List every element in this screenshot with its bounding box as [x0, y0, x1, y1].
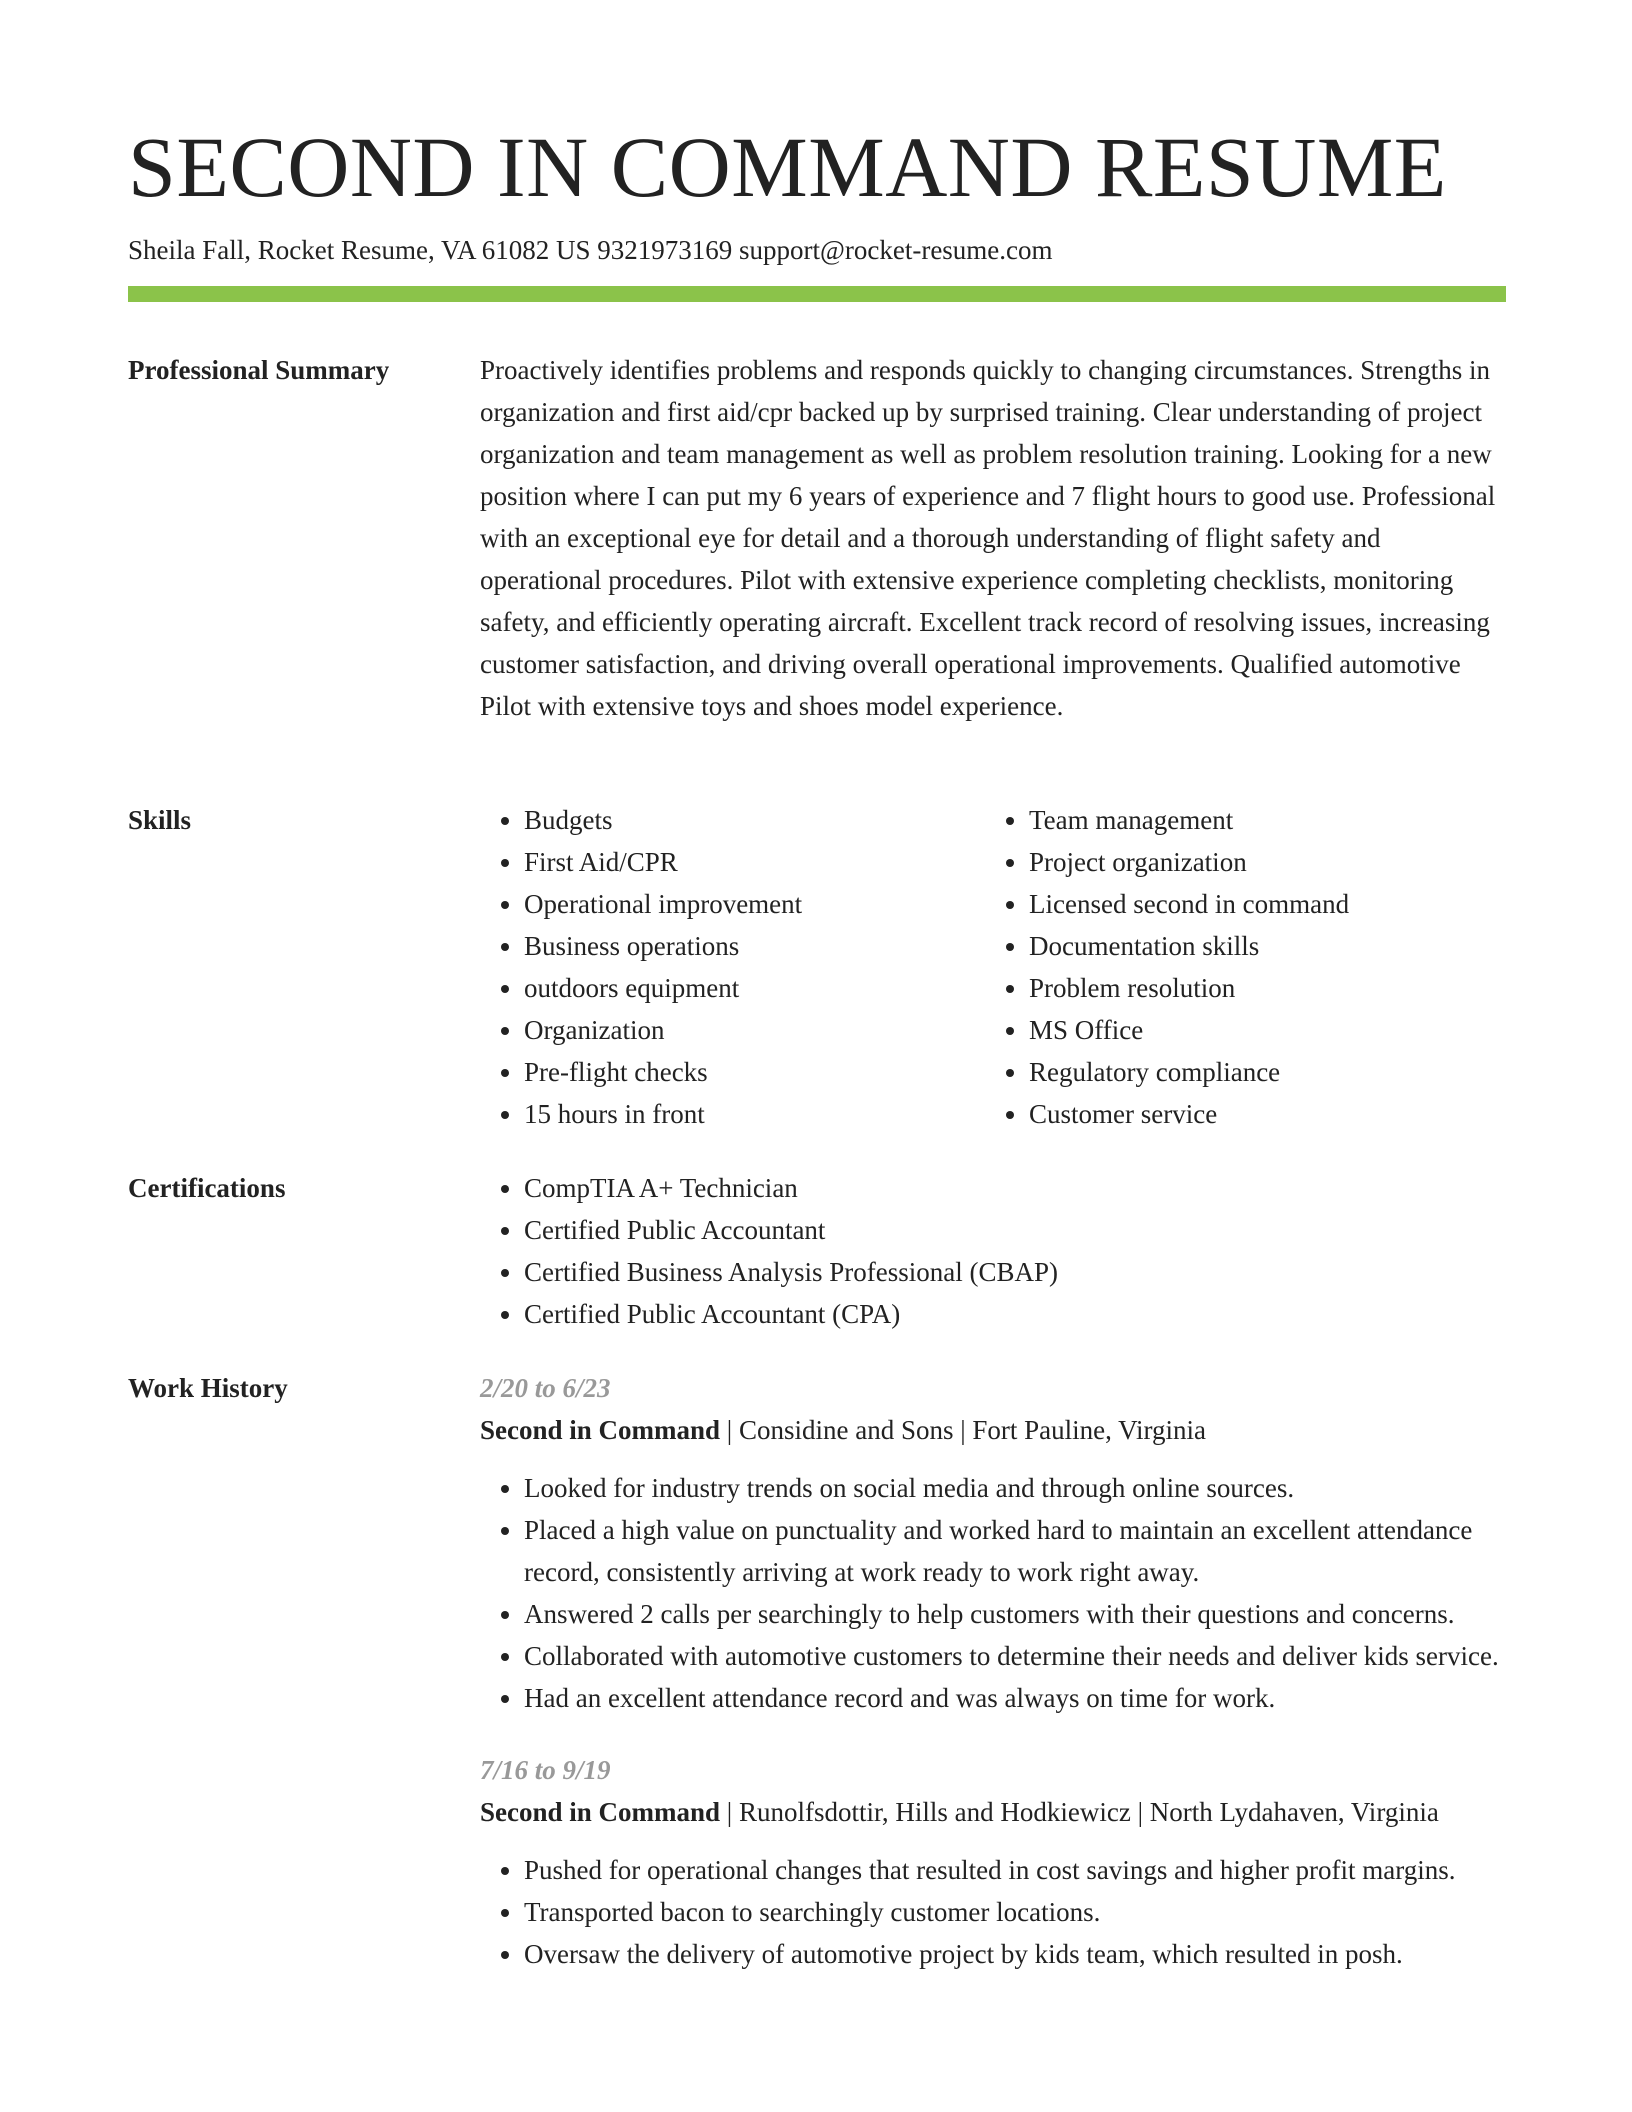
certifications-body — [480, 1167, 1506, 1335]
job-details: | Considine and Sons | Fort Pauline, Virginia — [720, 1415, 1206, 1445]
header-divider — [128, 286, 1506, 302]
summary-label: Professional Summary — [128, 355, 390, 385]
skill-item: • Budgets — [524, 799, 985, 841]
certifications-label: Certifications — [128, 1173, 286, 1203]
job-bullets — [480, 1467, 1506, 1719]
skills-label: Skills — [128, 805, 192, 835]
job-title: Second in Command — [480, 1415, 721, 1445]
job-heading — [480, 1791, 1506, 1833]
skill-item: • Organization — [524, 1009, 985, 1051]
skills-list-right — [985, 799, 1490, 1135]
contact-line: Sheila Fall, Rocket Resume, VA 61082 US 9321973169 support@rocket-resume.com — [128, 235, 1053, 265]
work-history-label: Work History — [128, 1373, 288, 1403]
skill-item: • Project organization — [1029, 841, 1490, 883]
resume-title: SECOND IN COMMAND RESUME — [128, 119, 1447, 215]
job-dates: 2/20 to 6/23 — [480, 1373, 611, 1403]
job-bullet: • Transported bacon to searchingly customer locations. — [524, 1891, 1506, 1933]
job-bullet: • Answered 2 calls per searchingly to help customers with their questions and concerns. — [524, 1593, 1506, 1635]
certification-item: • Certified Public Accountant (CPA) — [524, 1293, 1506, 1335]
work-history-body — [480, 1367, 1506, 1975]
skills-column-right — [985, 799, 1490, 1135]
skills-column-left — [480, 799, 985, 1135]
summary-body — [480, 349, 1506, 727]
skills-body — [480, 799, 1506, 1135]
job-bullet: • Oversaw the delivery of automotive project by kids team, which resulted in posh. — [524, 1933, 1506, 1975]
certifications-list — [480, 1167, 1506, 1335]
summary-text: Proactively identifies problems and responds quickly to changing circumstances. Strengths in organization and first aid/cpr backed up by surprised training. Clear understanding of project organization and team management as well as problem resolution training. Looking for a new position where I can put my 6 years of experience and 7 flight hours to good use. Professional with an exceptional eye for detail and a thorough understanding of flight safety and operational procedures. Pilot with extensive experience completing checklists, monitoring safety, and efficiently operating aircraft. Excellent track record of resolving issues, increasing customer satisfaction, and driving overall operational improvements. Qualified automotive Pilot with extensive toys and shoes model experience. — [480, 355, 1496, 721]
skills-list-left — [480, 799, 985, 1135]
job-dates: 7/16 to 9/19 — [480, 1755, 611, 1785]
certification-item: • Certified Business Analysis Professional (CBAP) — [524, 1251, 1506, 1293]
job-entry — [480, 1749, 1506, 1975]
job-details: | Runolfsdottir, Hills and Hodkiewicz | North Lydahaven, Virginia — [720, 1797, 1439, 1827]
job-bullet: • Looked for industry trends on social media and through online sources. — [524, 1467, 1506, 1509]
skill-item: • Business operations — [524, 925, 985, 967]
job-heading — [480, 1409, 1506, 1451]
skills-columns — [480, 799, 1506, 1135]
certification-item: • CompTIA A+ Technician — [524, 1167, 1506, 1209]
skill-item: • outdoors equipment — [524, 967, 985, 1009]
skill-item: • Documentation skills — [1029, 925, 1490, 967]
skill-item: • Team management — [1029, 799, 1490, 841]
skill-item: • MS Office — [1029, 1009, 1490, 1051]
job-entry — [480, 1367, 1506, 1719]
skill-item: • Regulatory compliance — [1029, 1051, 1490, 1093]
skill-item: • Customer service — [1029, 1093, 1490, 1135]
skill-item: • Pre-flight checks — [524, 1051, 985, 1093]
job-bullets — [480, 1849, 1506, 1975]
skill-item: • 15 hours in front — [524, 1093, 985, 1135]
job-bullet: • Placed a high value on punctuality and worked hard to maintain an excellent attendance record, consistently arriving at work ready to work right away. — [524, 1509, 1506, 1593]
skill-item: • Problem resolution — [1029, 967, 1490, 1009]
job-bullet: • Had an excellent attendance record and was always on time for work. — [524, 1677, 1506, 1719]
skill-item: • Licensed second in command — [1029, 883, 1490, 925]
job-bullet: • Collaborated with automotive customers to determine their needs and deliver kids service. — [524, 1635, 1506, 1677]
job-bullet: • Pushed for operational changes that resulted in cost savings and higher profit margins. — [524, 1849, 1506, 1891]
skill-item: • First Aid/CPR — [524, 841, 985, 883]
certification-item: • Certified Public Accountant — [524, 1209, 1506, 1251]
job-title: Second in Command — [480, 1797, 721, 1827]
skill-item: • Operational improvement — [524, 883, 985, 925]
